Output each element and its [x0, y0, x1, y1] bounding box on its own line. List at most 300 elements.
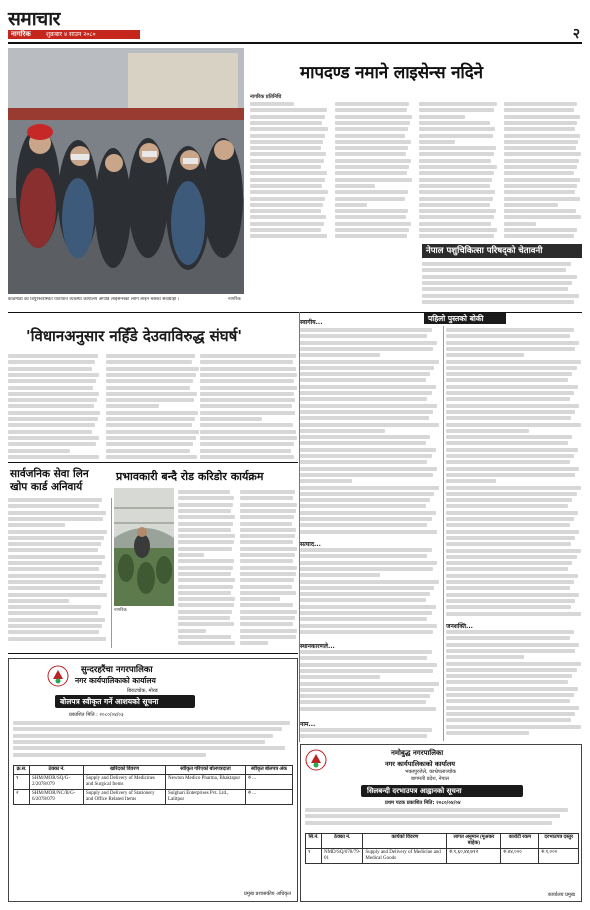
- body-text-line: [504, 115, 580, 119]
- body-text-line: [419, 115, 465, 119]
- body-text-line: [178, 490, 230, 494]
- body-text-line: [13, 746, 285, 750]
- body-text-line: [8, 567, 99, 571]
- body-text-line: [240, 553, 295, 557]
- body-text-line: [300, 592, 430, 596]
- body-text-line: [8, 548, 98, 552]
- body-text-line: [446, 636, 570, 640]
- body-text-line: [8, 530, 107, 534]
- body-text-line: [8, 455, 99, 459]
- body-text-line: [446, 511, 578, 515]
- table-row: [306, 849, 579, 864]
- column-head-c: स्थानकारणले...: [300, 643, 335, 650]
- body-text-line: [178, 503, 233, 507]
- body-text-line: [504, 215, 582, 219]
- body-text-line: [240, 578, 294, 582]
- body-text-line: [419, 222, 491, 226]
- body-text-line: [240, 566, 297, 570]
- body-text-line: [8, 392, 99, 396]
- body-text-line: [8, 523, 65, 527]
- body-text-line: [200, 360, 293, 364]
- column-head-b: सत्याद...: [300, 541, 321, 548]
- body-text-line: [419, 140, 455, 144]
- body-text-line: [106, 360, 192, 364]
- body-text-line: [8, 542, 101, 546]
- body-text-line: [335, 159, 412, 163]
- body-text-line: [240, 610, 297, 614]
- body-text-line: [178, 509, 231, 513]
- body-text-line: [504, 209, 576, 213]
- body-text-line: [200, 449, 291, 453]
- masthead-title: समाचार: [8, 8, 60, 30]
- body-text-line: [300, 486, 439, 490]
- body-text-line: [446, 492, 577, 496]
- body-text-line: [300, 630, 433, 634]
- body-text-line: [419, 159, 491, 163]
- body-text-line: [446, 542, 571, 546]
- body-text-line: [106, 367, 198, 371]
- body-text-line: [200, 417, 262, 421]
- body-text-line: [446, 391, 574, 395]
- body-text-line: [240, 591, 296, 595]
- notice-left-table-head: [14, 766, 293, 775]
- byline-license: नागरिक प्रतिनिधि: [250, 94, 282, 100]
- table-header: ठेक्का नं.: [30, 766, 84, 775]
- right-col-a: [300, 328, 440, 538]
- body-text-line: [446, 674, 572, 678]
- table-cell: Supply and Delivery of Medicine and Medical Goods: [363, 849, 447, 864]
- body-text-line: [106, 455, 197, 459]
- body-text-line: [240, 503, 297, 507]
- body-text-line: [300, 416, 429, 420]
- body-text-line: [300, 372, 430, 376]
- body-text-line: [446, 555, 577, 559]
- return-headline: पहिलो पुस्तको बोकी: [428, 314, 484, 323]
- body-text-line: [335, 121, 410, 125]
- body-text-line: [335, 209, 409, 213]
- body-text-line: [240, 522, 292, 526]
- body-text-line: [300, 682, 439, 686]
- body-text-line: [200, 379, 294, 383]
- body-text-line: [419, 121, 490, 125]
- body-text-line: [300, 397, 427, 401]
- body-text-line: [250, 228, 321, 232]
- table-cell: २: [14, 790, 30, 805]
- body-text-line: [300, 650, 432, 654]
- body-text-line: [446, 680, 568, 684]
- body-text-line: [106, 417, 195, 421]
- body-text-line: [335, 127, 408, 131]
- body-text-line: [335, 146, 409, 150]
- table-cell: रु.१,६०,४४,७१२: [447, 849, 501, 864]
- body-text-line: [250, 209, 321, 213]
- body-text-line: [8, 605, 101, 609]
- body-text-line: [240, 547, 297, 551]
- body-text-line: [240, 534, 295, 538]
- body-text-line: [106, 398, 194, 402]
- body-text-line: [419, 108, 494, 112]
- body-text-line: [250, 159, 324, 163]
- body-text-line: [504, 121, 578, 125]
- body-text-line: [300, 517, 432, 521]
- body-text-line: [335, 165, 410, 169]
- table-header: लागत अनुमान (मूअकर बाहेक): [447, 834, 501, 849]
- greenhouse-photo-illustration: [114, 488, 174, 606]
- body-text-line: [250, 184, 322, 188]
- body-text-line: [300, 347, 433, 351]
- body-text-line: [178, 597, 235, 601]
- notice-left-address: बिराटचोक, मोरङ: [127, 688, 159, 694]
- body-text-line: [446, 328, 574, 332]
- body-text-line: [200, 373, 297, 377]
- body-text-line: [300, 617, 427, 621]
- body-text-line: [300, 688, 434, 692]
- body-text-line: [106, 373, 196, 377]
- body-text-line: [300, 624, 437, 628]
- body-text-line: [446, 454, 574, 458]
- body-text-line: [300, 498, 430, 502]
- license-body: [250, 102, 582, 242]
- body-text-line: [250, 234, 327, 238]
- body-text-line: [106, 442, 193, 446]
- body-text-line: [446, 580, 574, 584]
- body-text-line: [300, 435, 430, 439]
- right-col-e: [446, 630, 582, 738]
- body-text-line: [305, 808, 568, 812]
- body-text-line: [446, 725, 581, 729]
- body-text-line: [300, 554, 427, 558]
- body-text-line: [106, 449, 190, 453]
- body-text-line: [178, 585, 233, 589]
- notice-right-banner: [361, 785, 523, 797]
- body-text-line: [240, 515, 294, 519]
- headline-road: प्रभावकारी बन्दै रोड करिडोर कार्यक्रम: [116, 470, 264, 483]
- body-text-line: [300, 586, 434, 590]
- notice-left-banner: [55, 695, 195, 708]
- body-text-line: [8, 498, 102, 502]
- body-text-line: [300, 669, 433, 673]
- lead-photo: [8, 48, 244, 294]
- body-text-line: [250, 115, 325, 119]
- vet-body: [422, 262, 582, 310]
- body-text-line: [300, 523, 427, 527]
- vet-banner: [422, 244, 582, 258]
- body-text-line: [335, 102, 410, 106]
- body-text-line: [8, 555, 105, 559]
- body-text-line: [504, 184, 578, 188]
- column-head-e: जनशक्ति...: [446, 623, 473, 630]
- table-cell: SHM/MOR/SQ/G-2/2078/079: [30, 775, 84, 790]
- body-text-line: [240, 616, 295, 620]
- body-text-line: [250, 121, 322, 125]
- body-text-line: [446, 404, 579, 408]
- body-text-line: [446, 460, 570, 464]
- notice-right-body: [305, 808, 579, 830]
- body-text-line: [419, 209, 496, 213]
- notice-left: [8, 658, 298, 902]
- body-text-line: [335, 197, 406, 201]
- table-cell: NMD/SQ/078/79-01: [322, 849, 363, 864]
- body-text-line: [446, 378, 568, 382]
- body-text-line: [250, 215, 326, 219]
- body-text-line: [300, 663, 437, 667]
- body-text-line: [300, 328, 432, 332]
- body-text-line: [250, 140, 323, 144]
- body-text-line: [8, 611, 98, 615]
- right-col-d: [300, 650, 440, 716]
- body-text-line: [446, 718, 571, 722]
- public-body: [8, 498, 108, 646]
- body-text-line: [335, 190, 408, 194]
- notice-right-banner-text: सिलबन्दी दरभाउपत्र आह्वानको सूचना: [367, 787, 462, 795]
- body-text-line: [178, 553, 204, 557]
- notice-right: [300, 744, 582, 902]
- body-text-line: [200, 430, 290, 434]
- body-text-line: [8, 586, 100, 590]
- body-text-line: [200, 455, 288, 459]
- table-row: [14, 790, 293, 805]
- body-text-line: [178, 534, 235, 538]
- body-text-line: [106, 379, 193, 383]
- body-text-line: [200, 398, 295, 402]
- body-text-line: [240, 603, 293, 607]
- body-text-line: [250, 222, 324, 226]
- notice-right-table-head: [306, 834, 579, 849]
- body-text-line: [178, 559, 234, 563]
- body-text-line: [178, 610, 232, 614]
- body-text-line: [200, 404, 292, 408]
- body-text-line: [300, 694, 430, 698]
- table-cell: रु ...: [246, 775, 293, 790]
- body-text-line: [106, 411, 197, 415]
- body-text-line: [240, 496, 293, 500]
- body-text-line: [446, 574, 578, 578]
- body-text-line: [8, 593, 107, 597]
- notice-left-table: [13, 765, 293, 805]
- body-text-line: [300, 605, 436, 609]
- body-text-line: [335, 178, 413, 182]
- body-text-line: [300, 561, 437, 565]
- body-text-line: [240, 585, 292, 589]
- body-text-line: [240, 528, 296, 532]
- table-header: ठेक्का नं.: [322, 834, 363, 849]
- body-text-line: [335, 222, 412, 226]
- body-text-line: [446, 630, 574, 634]
- body-text-line: [446, 655, 524, 659]
- body-text-line: [446, 372, 572, 376]
- column-rule: [111, 498, 112, 648]
- table-cell: रु.१,०००: [539, 849, 579, 864]
- body-text-line: [250, 171, 327, 175]
- body-text-line: [422, 262, 571, 266]
- body-text-line: [446, 353, 524, 357]
- body-text-line: [200, 386, 291, 390]
- body-text-line: [300, 580, 439, 584]
- body-text-line: [446, 567, 568, 571]
- body-text-line: [8, 574, 106, 578]
- body-text-line: [446, 530, 579, 534]
- body-text-line: [504, 102, 577, 106]
- body-text-line: [422, 268, 566, 272]
- body-text-line: [446, 649, 575, 653]
- body-text-line: [419, 146, 496, 150]
- right-col-b: [446, 328, 582, 618]
- body-text-line: [178, 603, 234, 607]
- body-text-line: [504, 203, 559, 207]
- notice-right-address2: बागमती प्रदेश, नेपाल: [411, 776, 450, 782]
- body-text-line: [446, 523, 570, 527]
- body-text-line: [446, 385, 578, 389]
- body-text-line: [240, 509, 296, 513]
- body-text-line: [446, 360, 581, 364]
- body-text-line: [240, 622, 293, 626]
- body-text-line: [240, 629, 297, 633]
- body-text-line: [422, 275, 577, 279]
- table-cell: १: [306, 849, 322, 864]
- body-text-line: [419, 134, 493, 138]
- table-header: सि.नं.: [306, 834, 322, 849]
- body-text-line: [8, 599, 69, 603]
- body-text-line: [446, 612, 581, 616]
- body-text-line: [446, 693, 574, 697]
- body-text-line: [446, 347, 575, 351]
- notice-left-org: सुन्दरहरैंचा नगरपालिका: [81, 665, 153, 675]
- column-head-d: नाम...: [300, 721, 316, 728]
- body-text-line: [178, 629, 206, 633]
- right-col-f: [300, 728, 440, 740]
- body-text-line: [178, 572, 231, 576]
- body-text-line: [335, 171, 407, 175]
- body-text-line: [8, 379, 96, 383]
- road-photo-credit: नागरिक: [114, 608, 127, 613]
- body-text-line: [335, 115, 413, 119]
- body-text-line: [504, 108, 575, 112]
- body-text-line: [446, 341, 579, 345]
- body-text-line: [178, 622, 234, 626]
- body-text-line: [419, 127, 495, 131]
- body-text-line: [446, 429, 529, 433]
- table-cell: Sulghari Enterprises Pvt. Ltd., Lalitpur: [166, 790, 246, 805]
- body-text-line: [8, 398, 97, 402]
- body-text-line: [200, 436, 297, 440]
- body-text-line: [446, 731, 529, 735]
- body-text-line: [504, 134, 581, 138]
- body-text-line: [178, 522, 233, 526]
- body-text-line: [178, 547, 232, 551]
- body-text-line: [446, 397, 570, 401]
- body-text-line: [335, 140, 411, 144]
- body-text-line: [240, 572, 296, 576]
- body-text-line: [300, 341, 437, 345]
- body-text-line: [250, 197, 325, 201]
- body-text-line: [240, 635, 296, 639]
- body-text-line: [305, 821, 552, 825]
- notice-left-body: [13, 721, 293, 761]
- body-text-line: [300, 728, 432, 732]
- body-text-line: [446, 423, 581, 427]
- body-text-line: [8, 504, 99, 508]
- body-text-line: [8, 417, 98, 421]
- body-text-line: [446, 699, 570, 703]
- body-text-line: [419, 228, 497, 232]
- body-text-line: [178, 578, 235, 582]
- body-text-line: [419, 184, 490, 188]
- headline-constitution: 'विधानअनुसार नहिँडे देउवाविरुद्ध संघर्ष': [26, 327, 242, 345]
- body-text-line: [250, 178, 325, 182]
- table-header: क्र.स.: [14, 766, 30, 775]
- body-text-line: [335, 134, 406, 138]
- body-text-line: [8, 386, 93, 390]
- body-text-line: [446, 668, 577, 672]
- body-text-line: [446, 334, 570, 338]
- body-text-line: [13, 727, 282, 731]
- body-text-line: [13, 734, 273, 738]
- body-text-line: [446, 435, 572, 439]
- body-text-line: [8, 373, 99, 377]
- body-text-line: [8, 561, 102, 565]
- body-text-line: [8, 423, 95, 427]
- body-text-line: [446, 593, 579, 597]
- body-text-line: [178, 540, 234, 544]
- body-text-line: [305, 814, 560, 818]
- body-text-line: [300, 473, 433, 477]
- body-text-line: [240, 597, 280, 601]
- body-text-line: [446, 410, 575, 414]
- body-text-line: [8, 580, 103, 584]
- body-text-line: [106, 423, 192, 427]
- body-text-line: [178, 528, 231, 532]
- body-text-line: [300, 567, 433, 571]
- table-cell: रु ...: [246, 790, 293, 805]
- body-text-line: [8, 404, 94, 408]
- masthead-date: शुक्रबार ४ साउन २०८०: [46, 31, 96, 38]
- body-text-line: [300, 360, 439, 364]
- rule-bottom-left: [8, 653, 298, 654]
- table-cell: १: [14, 775, 30, 790]
- body-text-line: [504, 146, 576, 150]
- body-text-line: [200, 367, 290, 371]
- body-text-line: [504, 222, 536, 226]
- body-text-line: [335, 203, 368, 207]
- body-text-line: [300, 429, 385, 433]
- body-text-line: [446, 643, 579, 647]
- body-text-line: [446, 706, 579, 710]
- body-text-line: [178, 515, 235, 519]
- notice-right-address1: भक्तपुरजेले, काभ्रेपलाञ्चोक: [405, 769, 457, 775]
- body-text-line: [300, 511, 436, 515]
- body-text-line: [446, 605, 571, 609]
- body-text-line: [8, 449, 70, 453]
- body-text-line: [446, 712, 575, 716]
- body-text-line: [8, 624, 102, 628]
- body-text-line: [178, 566, 233, 570]
- notice-left-office: नगर कार्यपालिकाको कार्यालय: [75, 676, 156, 685]
- body-text-line: [504, 171, 575, 175]
- body-text-line: [240, 540, 293, 544]
- body-text-line: [300, 530, 437, 534]
- masthead-rule: [8, 42, 582, 44]
- body-text-line: [8, 354, 98, 358]
- body-text-line: [240, 490, 295, 494]
- body-text-line: [250, 203, 323, 207]
- body-text-line: [8, 637, 106, 641]
- body-text-line: [419, 197, 493, 201]
- body-text-line: [419, 171, 494, 175]
- body-text-line: [300, 423, 439, 427]
- headline-public: [10, 468, 108, 494]
- body-text-line: [335, 108, 407, 112]
- body-text-line: [300, 598, 426, 602]
